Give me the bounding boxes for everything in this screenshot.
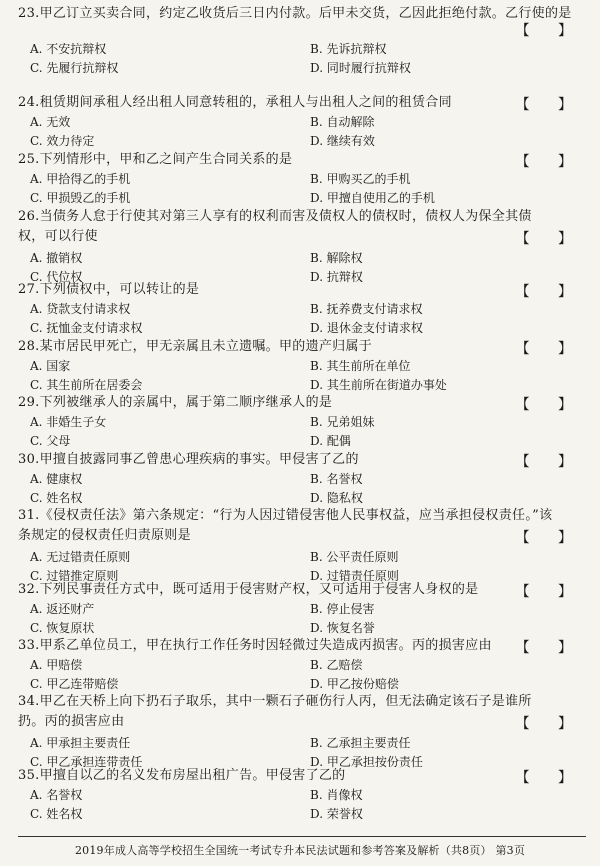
option-d: D. 荣誉权	[310, 807, 363, 821]
option-c: C. 代位权	[30, 270, 83, 284]
option-c: C. 甲损毁乙的手机	[30, 191, 131, 205]
option-d: D. 恢复名誉	[310, 621, 375, 635]
option-c: C. 父母	[30, 434, 71, 448]
question-stem: 28.某市居民甲死亡，甲无亲属且未立遗嘱。甲的遗产归属于	[18, 339, 373, 354]
option-d: D. 退休金支付请求权	[310, 321, 423, 335]
option-c: C. 姓名权	[30, 807, 83, 821]
question-stem: 29.下列被继承人的亲属中，属于第二顺序继承人的是	[18, 395, 333, 410]
question-30	[18, 450, 584, 508]
question-32	[18, 580, 584, 638]
option-a: A. 名誉权	[30, 788, 83, 802]
question-31	[18, 506, 584, 586]
option-b: B. 自动解除	[310, 115, 375, 129]
option-b: B. 名誉权	[310, 472, 363, 486]
option-a: A. 非婚生子女	[30, 415, 107, 429]
question-26	[18, 207, 584, 287]
question-stem: 32.下列民事责任方式中，既可适用于侵害财产权，又可适用于侵害人身权的是	[18, 582, 479, 597]
option-c: C. 姓名权	[30, 491, 83, 505]
option-a: A. 撤销权	[30, 251, 83, 265]
option-d: D. 隐私权	[310, 491, 363, 505]
question-29	[18, 393, 584, 451]
option-b: B. 甲购买乙的手机	[310, 172, 411, 186]
option-a: A. 国家	[30, 359, 71, 373]
option-d: D. 同时履行抗辩权	[310, 61, 411, 75]
option-a: A. 无过错责任原则	[30, 550, 131, 564]
option-b: B. 肖像权	[310, 788, 363, 802]
answer-bracket: 【 】	[515, 640, 584, 656]
question-35	[18, 766, 584, 824]
option-d: D. 抗辩权	[310, 270, 363, 284]
option-b: B. 乙赔偿	[310, 658, 363, 672]
option-a: A. 返还财产	[30, 602, 95, 616]
option-b: B. 兄弟姐妹	[310, 415, 375, 429]
option-d: D. 过错责任原则	[310, 569, 399, 583]
option-b: B. 抚养费支付请求权	[310, 302, 423, 316]
question-33	[18, 636, 584, 694]
question-stem: 31.《侵权责任法》第六条规定：“行为人因过错侵害他人民事权益，应当承担侵权责任。”该条规定的侵权责任归责原则是	[18, 508, 553, 543]
option-c: C. 甲乙连带赔偿	[30, 677, 119, 691]
options	[18, 413, 584, 451]
option-c: C. 先履行抗辩权	[30, 61, 119, 75]
option-b: B. 公平责任原则	[310, 550, 399, 564]
options	[18, 300, 584, 338]
option-b: B. 其生前所在单位	[310, 359, 411, 373]
answer-bracket: 【 】	[515, 341, 584, 357]
option-d: D. 甲乙按份赔偿	[310, 677, 399, 691]
question-stem: 35.甲擅自以乙的名义发布房屋出租广告。甲侵害了乙的	[18, 768, 346, 783]
answer-bracket: 【 】	[515, 97, 584, 113]
question-28	[18, 337, 584, 395]
option-c: C. 其生前所在居委会	[30, 378, 143, 392]
option-a: A. 甲拾得乙的手机	[30, 172, 131, 186]
option-a: A. 不安抗辩权	[30, 42, 107, 56]
options	[18, 600, 584, 638]
options	[18, 357, 584, 395]
options	[18, 656, 584, 694]
question-stem: 24.租赁期间承租人经出租人同意转租的，承租人与出租人之间的租赁合同	[18, 95, 452, 110]
question-27	[18, 280, 584, 338]
answer-bracket: 【 】	[515, 284, 584, 300]
option-a: A. 甲承担主要责任	[30, 736, 131, 750]
option-a: A. 健康权	[30, 472, 83, 486]
option-d: D. 其生前所在街道办事处	[310, 378, 447, 392]
answer-bracket: 【 】	[515, 231, 584, 247]
option-d: D. 继续有效	[310, 134, 375, 148]
option-b: B. 先诉抗辩权	[310, 42, 387, 56]
option-c: C. 甲乙承担连带责任	[30, 755, 143, 769]
option-a: A. 无效	[30, 115, 71, 129]
answer-bracket: 【 】	[515, 584, 584, 600]
question-24	[18, 93, 584, 151]
answer-bracket: 【 】	[515, 397, 584, 413]
option-c: C. 抚恤金支付请求权	[30, 321, 143, 335]
question-stem: 25.下列情形中，甲和乙之间产生合同关系的是	[18, 152, 293, 167]
question-34	[18, 692, 584, 772]
option-b: B. 乙承担主要责任	[310, 736, 411, 750]
option-b: B. 停止侵害	[310, 602, 375, 616]
footer-divider	[18, 836, 586, 837]
options	[18, 786, 584, 824]
page-footer: 2019年成人高等学校招生全国统一考试专升本民法试题和参考答案及解析（共8页） 第3页	[74, 844, 526, 857]
answer-bracket: 【 】	[515, 23, 584, 39]
option-c: C. 恢复原状	[30, 621, 95, 635]
options	[18, 113, 584, 151]
question-stem: 33.甲系乙单位员工，甲在执行工作任务时因轻微过失造成丙损害。丙的损害应由	[18, 638, 492, 653]
question-stem: 26.当债务人怠于行使其对第三人享有的权利而害及债权人的债权时，债权人为保全其债权，可以行使	[18, 209, 532, 244]
option-a: A. 甲赔偿	[30, 658, 83, 672]
option-d: D. 配偶	[310, 434, 351, 448]
answer-bracket: 【 】	[515, 454, 584, 470]
options	[18, 170, 584, 208]
answer-bracket: 【 】	[515, 530, 584, 546]
option-d: D. 甲擅自使用乙的手机	[310, 191, 435, 205]
option-c: C. 效力待定	[30, 134, 95, 148]
question-stem: 23.甲乙订立买卖合同，约定乙收货后三日内付款。后甲未交货，乙因此拒绝付款。乙行使的是	[18, 6, 572, 21]
options	[18, 470, 584, 508]
question-stem: 34.甲乙在天桥上向下扔石子取乐，其中一颗石子砸伤行人丙，但无法确定该石子是谁所扔。丙的损害应由	[18, 694, 532, 729]
option-c: C. 过错推定原则	[30, 569, 119, 583]
answer-bracket: 【 】	[515, 716, 584, 732]
question-stem: 27.下列债权中，可以转让的是	[18, 282, 200, 297]
question-23	[18, 4, 584, 78]
question-stem: 30.甲擅自披露同事乙曾患心理疾病的事实。甲侵害了乙的	[18, 452, 359, 467]
options	[18, 23, 584, 78]
question-25	[18, 150, 584, 208]
answer-bracket: 【 】	[515, 770, 584, 786]
option-d: D. 甲乙承担按份责任	[310, 755, 423, 769]
option-b: B. 解除权	[310, 251, 363, 265]
answer-bracket: 【 】	[515, 154, 584, 170]
option-a: A. 贷款支付请求权	[30, 302, 131, 316]
